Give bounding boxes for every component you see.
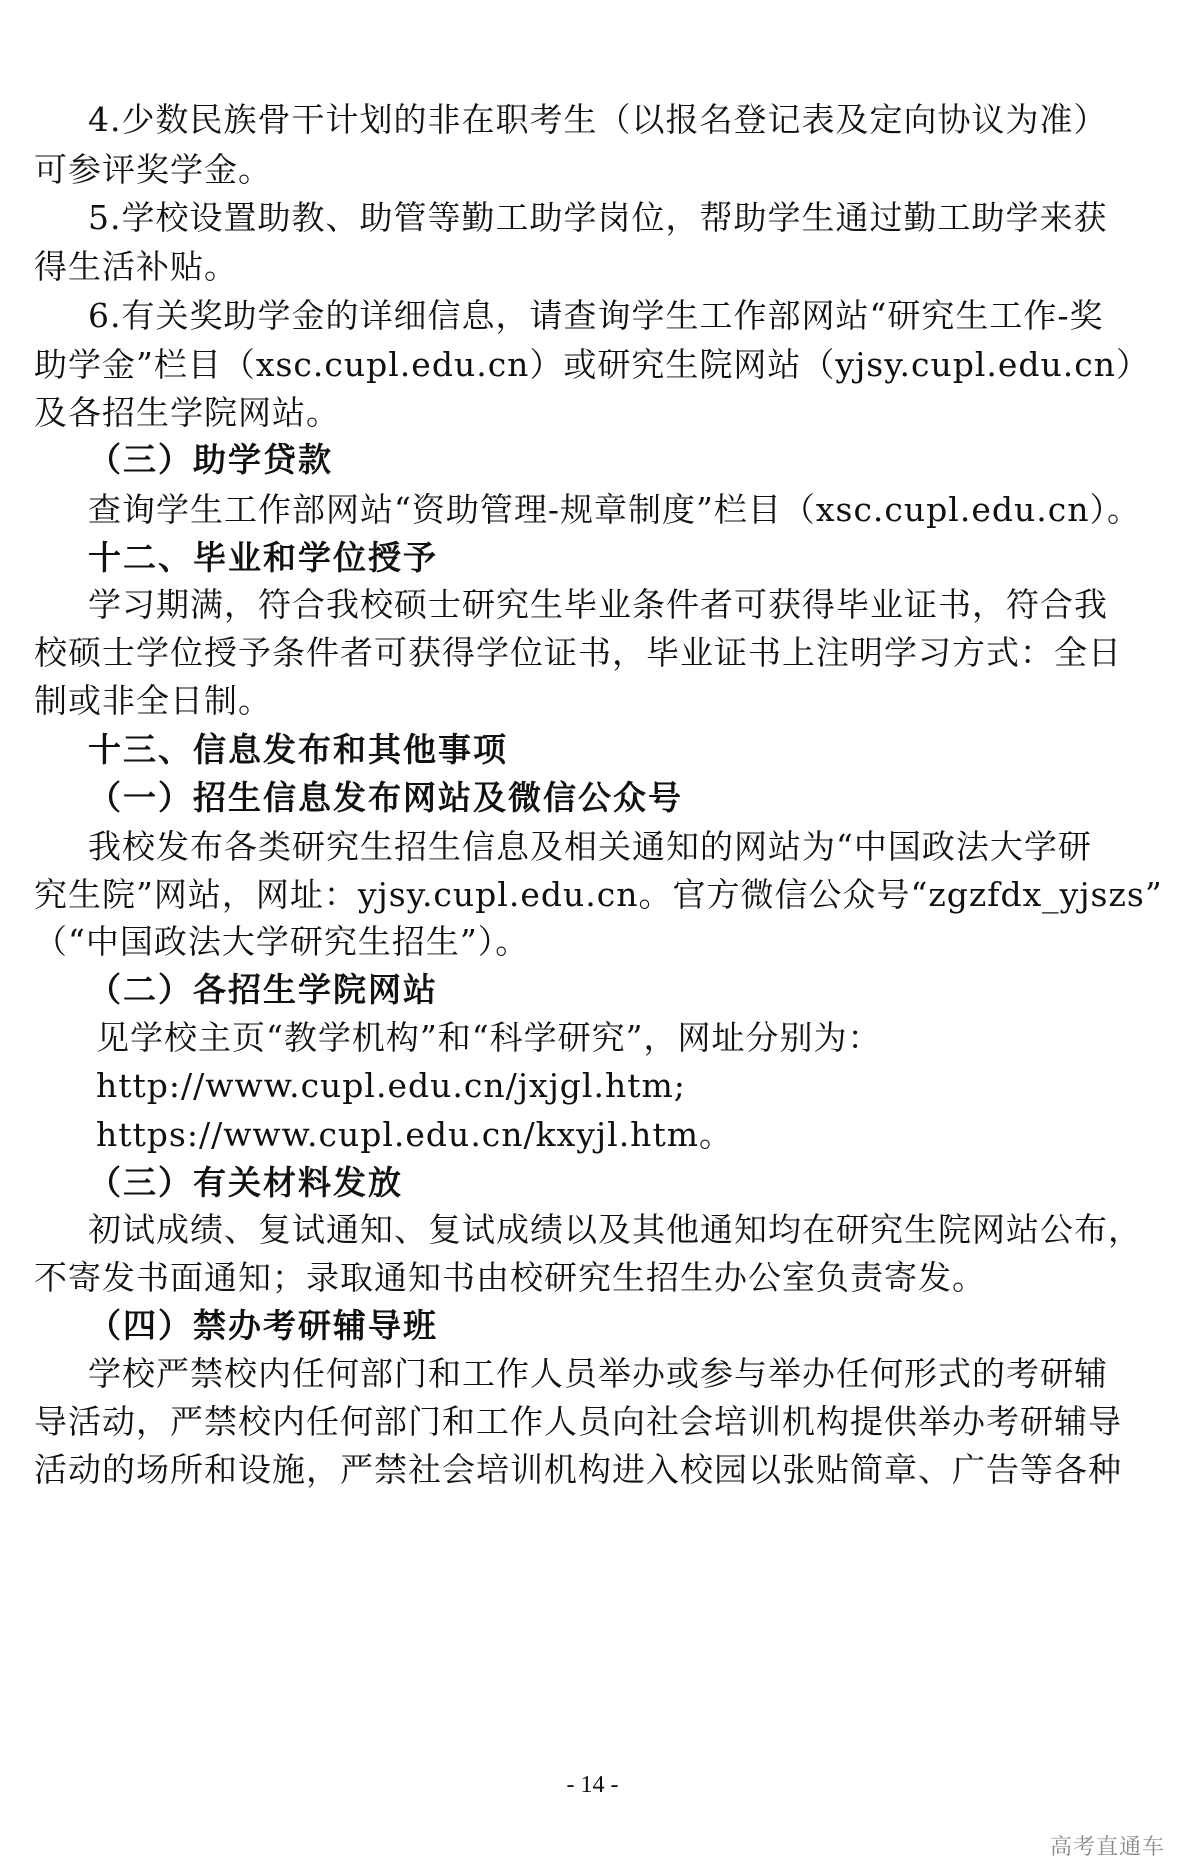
section-subheading: （一）招生信息发布网站及微信公众号 (88, 778, 683, 817)
paragraph-line: 不寄发书面通知；录取通知书由校研究生招生办公室负责寄发。 (34, 1258, 986, 1297)
paragraph-line: 助学金”栏目（xsc.cupl.edu.cn）或研究生院网站（yjsy.cupl.edu.cn） (34, 345, 1151, 384)
paragraph-line: 得生活补贴。 (34, 247, 238, 286)
section-subheading: （三）助学贷款 (88, 440, 333, 479)
paragraph-line: 制或非全日制。 (34, 681, 272, 720)
section-heading: 十三、信息发布和其他事项 (88, 730, 508, 769)
section-subheading: （三）有关材料发放 (88, 1163, 403, 1202)
watermark-text: 高考直通车 (1049, 1835, 1165, 1860)
url-line: http://www.cupl.edu.cn/jxjgl.htm; (96, 1066, 686, 1105)
paragraph-line: 校硕士学位授予条件者可获得学位证书，毕业证书上注明学习方式：全日 (34, 633, 1122, 672)
paragraph-line: 学习期满，符合我校硕士研究生毕业条件者可获得毕业证书，符合我 (88, 585, 1108, 624)
paragraph-line: 5.学校设置助教、助管等勤工助学岗位，帮助学生通过勤工助学来获 (88, 198, 1108, 237)
url-line: https://www.cupl.edu.cn/kxyjl.htm。 (96, 1115, 733, 1154)
paragraph-line: 查询学生工作部网站“资助管理-规章制度”栏目（xsc.cupl.edu.cn）。 (88, 490, 1141, 529)
paragraph-line: 学校严禁校内任何部门和工作人员举办或参与举办任何形式的考研辅 (88, 1354, 1108, 1393)
section-subheading: （四）禁办考研辅导班 (88, 1306, 438, 1345)
paragraph-line: 及各招生学院网站。 (34, 393, 340, 432)
page-number: - 14 - (566, 1772, 619, 1798)
paragraph-line: 4.少数民族骨干计划的非在职考生（以报名登记表及定向协议为准） (88, 100, 1108, 139)
paragraph-line: 6.有关奖助学金的详细信息，请查询学生工作部网站“研究生工作-奖 (88, 296, 1104, 335)
paragraph-line: 我校发布各类研究生招生信息及相关通知的网站为“中国政法大学研 (88, 827, 1092, 866)
paragraph-line: 初试成绩、复试通知、复试成绩以及其他通知均在研究生院网站公布， (88, 1210, 1142, 1249)
section-subheading: （二）各招生学院网站 (88, 970, 438, 1009)
paragraph-line: 见学校主页“教学机构”和“科学研究”，网址分别为： (96, 1018, 882, 1057)
paragraph-line: （“中国政法大学研究生招生”）。 (34, 922, 530, 961)
paragraph-line: 究生院”网站，网址：yjsy.cupl.edu.cn。官方微信公众号“zgzfdx_yjszs” (34, 875, 1163, 914)
paragraph-line: 活动的场所和设施，严禁社会培训机构进入校园以张贴简章、广告等各种 (34, 1450, 1122, 1489)
paragraph-line: 可参评奖学金。 (34, 150, 272, 189)
paragraph-line: 导活动，严禁校内任何部门和工作人员向社会培训机构提供举办考研辅导 (34, 1402, 1122, 1441)
section-heading: 十二、毕业和学位授予 (88, 538, 438, 577)
